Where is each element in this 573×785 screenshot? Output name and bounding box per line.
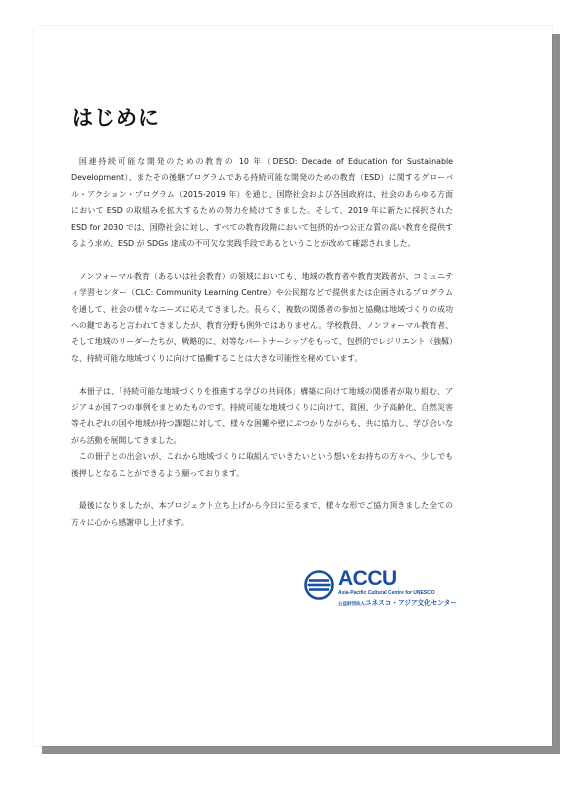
logo-japanese-name [338,597,457,607]
paragraph: この冊子との出会いが、これから地域づくりに取組んでいきたいという想いをお持ちの方々へ、少しでも後押しとなることができるよう願っております。 [71,452,453,478]
paragraph: 最後になりましたが、本プロジェクト立ち上げから今日に至るまで、様々な形でご協力頂きました全ての方々に心から感謝申し上げます。 [71,501,453,527]
paragraph: ノンフォーマル教育（あるいは社会教育）の領域においても、地域の教育者や教育実践者が、コミュニティ学習センター（CLC: Community Learning Centre）や公民館などで提供または企画されるプログラムを通して、社会の様々なニーズに応えてきました。長らく、複数の関係者の参加と協働は地域づくりの成功への鍵であると言われてきましたが、教育分野も例外ではありません。学校教員、ノンフォーマル教育者、そして地域のリーダーたちが、戦略的に、対等なパートナーシップをもって、包摂的でレジリエント（強靱）な、持続可能な地域づくりに向けて協働することは大きな可能性を秘めています。 [71,271,453,363]
logo-wordmark: ACCU [338,567,397,590]
paragraph: 本冊子は、「持続可能な地域づくりを推進する学びの共同体」構築に向けて地域の関係者が取り組む、アジア４か国７つの事例をまとめたものです。持続可能な地域づくりに向けて、貧困、少子高齢化、自然災害等それぞれの国や地域が持つ課題に対して、様々な困難や壁にぶつかりながらも、共に協力し、学び合いながら活動を展開してきました。 [71,386,453,445]
logo-jp-prefix: 公益財団法人 [338,602,365,607]
logo-english-name: Asia-Pacific Cultural Centre for UNESCO [338,590,435,596]
accu-logo [304,567,464,614]
accu-globe-icon [304,570,334,600]
logo-jp-name: ユネスコ・アジア文化センター [365,599,457,607]
page-title: はじめに [72,106,160,130]
body-text [71,154,453,531]
paragraph: 国連持続可能な開発のための教育の 10 年（DESD: Decade of Education for Sustainable Development）、またその後継プログラムである持続可能な開発のための教育（ESD）に関するグローバル・アクション・プログラム（2015-2019 年）を通じ、国際社会および各国政府は、社会のあらゆる方面において ESD の取組みを拡大するための努力を続けてきました。そして、2019 年に新たに採択された ESD for 2030 では、国際社会に対し、すべての教育段階において包摂的かつ公正な質の高い教育を提供するよう求め、ESD が SDGs 達成の不可欠な実践手段であるということが改めて確認されました。 [71,157,453,249]
